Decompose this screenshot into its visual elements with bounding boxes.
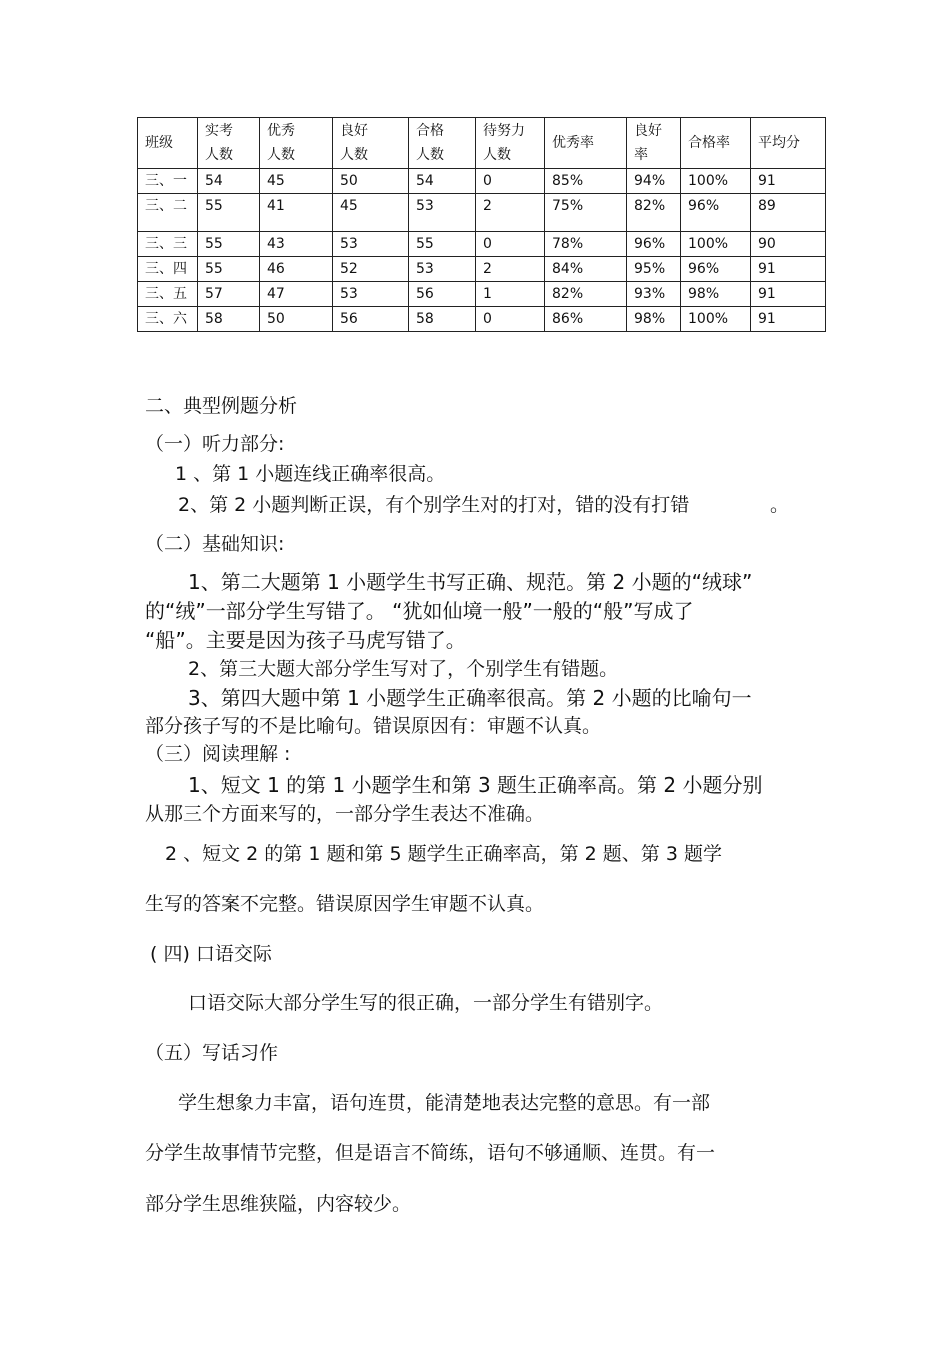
table-cell: 93% (627, 282, 681, 307)
oral-text: 口语交际大部分学生写的很正确，一部分学生有错别字。 (188, 992, 664, 1014)
basics-item-3-line-2: 部分孩子写的不是比喻句。错误原因有：审题不认真。 (145, 715, 602, 737)
writing-line-3: 部分学生思维狭隘，内容较少。 (145, 1193, 412, 1215)
reading-item-2-line-1: 2 、短文 2 的第 1 题和第 5 题学生正确率高，第 2 题、第 3 题学 (165, 843, 722, 865)
header-excellent-rate: 优秀率 (545, 118, 627, 169)
table-cell: 75% (545, 194, 627, 232)
header-excellent-count: 优秀 人数 (260, 118, 333, 169)
table-cell: 53 (409, 194, 476, 232)
table-cell: 三、四 (138, 257, 198, 282)
table-cell: 96% (681, 257, 751, 282)
table-row (138, 169, 826, 194)
table-cell: 91 (751, 257, 826, 282)
table-cell: 89 (751, 194, 826, 232)
score-table (137, 117, 826, 332)
listening-item-2: 2、第 2 小题判断正误，有个别学生对的打对，错的没有打错 (178, 494, 690, 516)
table-cell: 58 (198, 307, 260, 332)
header-average: 平均分 (751, 118, 826, 169)
reading-item-2-line-2: 生写的答案不完整。错误原因学生审题不认真。 (145, 893, 545, 915)
table-cell: 96% (627, 232, 681, 257)
writing-line-1: 学生想象力丰富，语句连贯，能清楚地表达完整的意思。有一部 (178, 1092, 711, 1114)
table-cell: 三、三 (138, 232, 198, 257)
reading-heading: （三）阅读理解 : (145, 743, 291, 765)
table-cell: 98% (627, 307, 681, 332)
writing-line-2: 分学生故事情节完整，但是语言不简练，语句不够通顺、连贯。有一 (145, 1142, 716, 1164)
table-cell: 三、五 (138, 282, 198, 307)
table-cell: 43 (260, 232, 333, 257)
basics-item-1-line-3: “船”。主要是因为孩子马虎写错了。 (145, 628, 466, 652)
table-cell: 78% (545, 232, 627, 257)
table-cell: 53 (333, 282, 409, 307)
table-cell: 2 (476, 257, 545, 282)
reading-item-1-line-1: 1、短文 1 的第 1 小题学生和第 3 题生正确率高。第 2 小题分别 (188, 773, 763, 797)
table-cell: 55 (198, 232, 260, 257)
reading-item-1-line-2: 从那三个方面来写的，一部分学生表达不准确。 (145, 803, 545, 825)
table-cell: 96% (681, 194, 751, 232)
table-cell: 53 (333, 232, 409, 257)
table-cell: 54 (409, 169, 476, 194)
listening-heading: （一）听力部分: (145, 433, 285, 455)
table-cell: 100% (681, 169, 751, 194)
table-row (138, 307, 826, 332)
table-cell: 50 (260, 307, 333, 332)
table-cell: 1 (476, 282, 545, 307)
table-header-row (138, 118, 826, 169)
table-cell: 55 (198, 194, 260, 232)
table-cell: 86% (545, 307, 627, 332)
table-cell: 55 (198, 257, 260, 282)
table-cell: 56 (409, 282, 476, 307)
table-cell: 45 (333, 194, 409, 232)
table-row (138, 194, 826, 232)
table-cell: 82% (545, 282, 627, 307)
table-cell: 100% (681, 307, 751, 332)
table-cell: 56 (333, 307, 409, 332)
header-good-rate: 良好 率 (627, 118, 681, 169)
table-cell: 0 (476, 232, 545, 257)
table-row (138, 257, 826, 282)
table-cell: 84% (545, 257, 627, 282)
header-class: 班级 (138, 118, 198, 169)
table-cell: 91 (751, 282, 826, 307)
table-cell: 45 (260, 169, 333, 194)
header-good-count: 良好 人数 (333, 118, 409, 169)
basics-item-1-line-1: 1、第二大题第 1 小题学生书写正确、规范。第 2 小题的“绒球” (188, 570, 753, 594)
header-actual-count: 实考 人数 (198, 118, 260, 169)
table-cell: 90 (751, 232, 826, 257)
header-pass-count: 合格 人数 (409, 118, 476, 169)
table-cell: 三、一 (138, 169, 198, 194)
table-cell: 91 (751, 307, 826, 332)
table-cell: 82% (627, 194, 681, 232)
basics-item-1-line-2: 的“绒”一部分学生写错了。 “犹如仙境一般”一般的“般”写成了 (145, 599, 694, 623)
basics-item-3-line-1: 3、第四大题中第 1 小题学生正确率很高。第 2 小题的比喻句一 (188, 686, 752, 710)
section-title: 二、典型例题分析 (145, 395, 298, 417)
table-cell: 0 (476, 169, 545, 194)
table-cell: 50 (333, 169, 409, 194)
header-needs-effort-count: 待努力 人数 (476, 118, 545, 169)
listening-item-2-end: 。 (770, 494, 790, 516)
table-cell: 2 (476, 194, 545, 232)
table-cell: 91 (751, 169, 826, 194)
table-cell: 三、六 (138, 307, 198, 332)
table-cell: 100% (681, 232, 751, 257)
table-cell: 三、二 (138, 194, 198, 232)
table-cell: 47 (260, 282, 333, 307)
table-cell: 95% (627, 257, 681, 282)
table-cell: 0 (476, 307, 545, 332)
header-pass-rate: 合格率 (681, 118, 751, 169)
basics-heading: （二）基础知识: (145, 533, 285, 555)
table-cell: 94% (627, 169, 681, 194)
table-cell: 53 (409, 257, 476, 282)
table-cell: 98% (681, 282, 751, 307)
table-row (138, 282, 826, 307)
basics-item-2: 2、第三大题大部分学生写对了，个别学生有错题。 (188, 658, 619, 680)
table-cell: 85% (545, 169, 627, 194)
table-cell: 41 (260, 194, 333, 232)
writing-heading: （五）写话习作 (145, 1042, 279, 1064)
table-row (138, 232, 826, 257)
table-cell: 58 (409, 307, 476, 332)
listening-item-1: 1 、第 1 小题连线正确率很高。 (175, 463, 446, 485)
table-cell: 52 (333, 257, 409, 282)
oral-heading: ( 四) 口语交际 (150, 943, 272, 965)
table-cell: 55 (409, 232, 476, 257)
table-cell: 46 (260, 257, 333, 282)
table-cell: 54 (198, 169, 260, 194)
table-cell: 57 (198, 282, 260, 307)
